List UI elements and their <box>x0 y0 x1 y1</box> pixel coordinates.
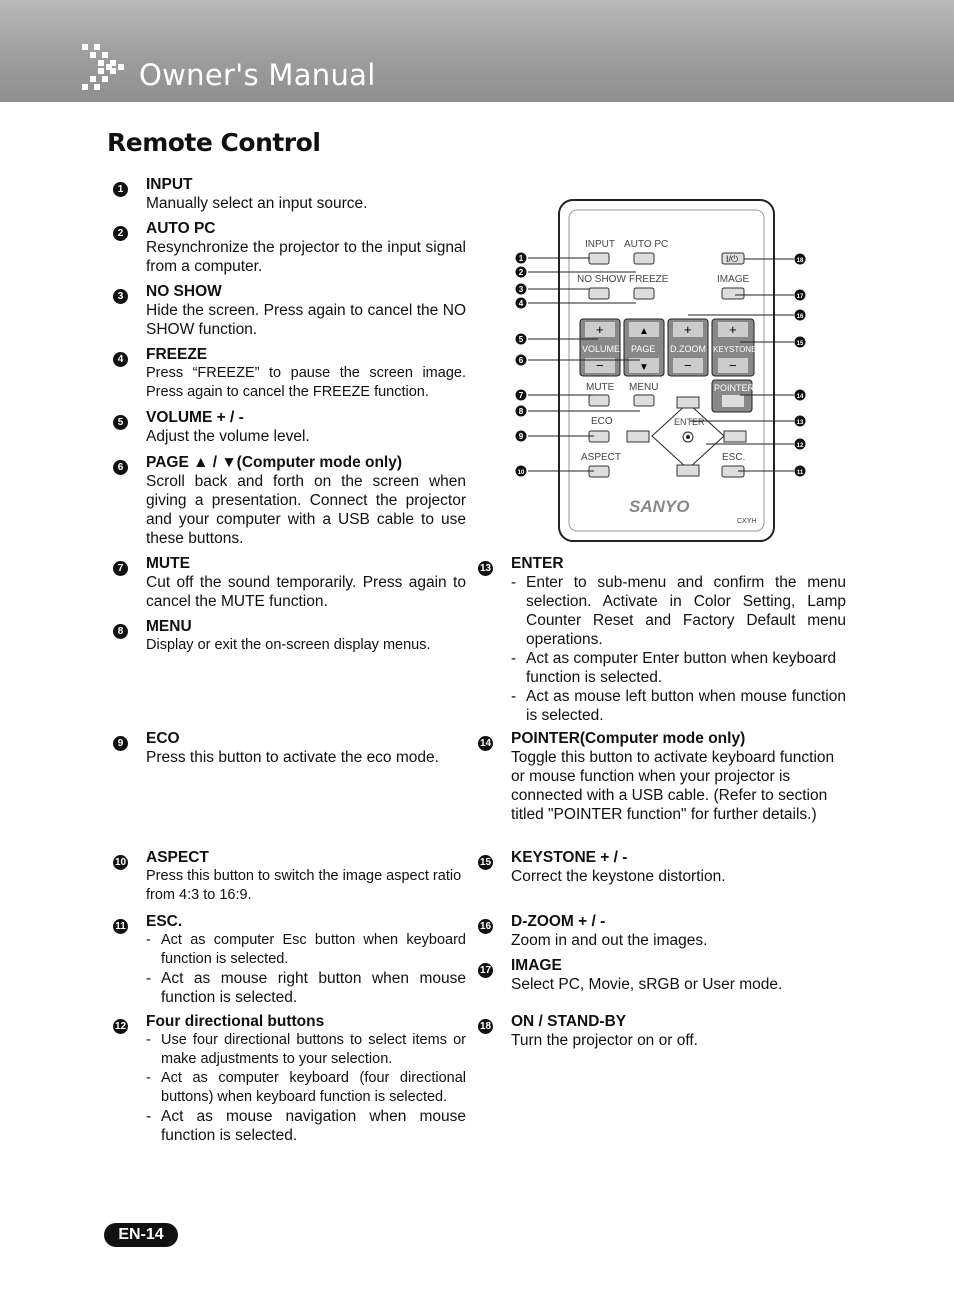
item-number-8: 8 <box>113 624 128 639</box>
item-number-3: 3 <box>113 289 128 304</box>
label-auto-pc: AUTO PC <box>624 239 669 250</box>
item-label: IMAGE <box>511 957 562 974</box>
svg-text:5: 5 <box>518 335 524 344</box>
button-mute <box>589 395 609 406</box>
svg-text:8: 8 <box>518 407 524 416</box>
bullet: - Act as mouse left button when mouse function is selected. <box>511 687 846 725</box>
item-number-9: 9 <box>113 736 128 751</box>
button-down <box>677 465 699 476</box>
item-desc: Press this button to activate the eco mode. <box>146 749 439 766</box>
item-number-7: 7 <box>113 561 128 576</box>
item-desc: Resynchronize the projector to the input signal from a computer. <box>146 239 466 275</box>
item-esc <box>146 912 466 1007</box>
svg-text:9: 9 <box>518 432 524 441</box>
rocker-volume <box>580 319 620 376</box>
button-right <box>724 431 746 442</box>
rocker-keystone <box>712 319 756 376</box>
label-pointer: POINTER <box>714 383 755 393</box>
button-no-show <box>589 288 609 299</box>
svg-text:+: + <box>684 322 692 337</box>
svg-text:12: 12 <box>796 443 804 449</box>
svg-text:17: 17 <box>796 294 804 300</box>
chevron-logo-icon <box>82 44 126 90</box>
item-aspect <box>146 848 466 905</box>
svg-text:VOLUME: VOLUME <box>582 344 621 354</box>
label-no-show: NO SHOW <box>577 274 626 285</box>
svg-text:1: 1 <box>518 254 524 263</box>
item-freeze <box>146 345 466 402</box>
page-number-badge: EN-14 <box>104 1223 178 1247</box>
item-label: KEYSTONE + / - <box>511 849 628 866</box>
item-number-6: 6 <box>113 460 128 475</box>
item-desc: Manually select an input source. <box>146 195 368 212</box>
label-esc: ESC. <box>722 452 746 463</box>
item-number-10: 10 <box>114 857 127 868</box>
bullet: - Act as mouse navigation when mouse function is selected. <box>146 1107 466 1145</box>
label-freeze: FREEZE <box>629 274 669 285</box>
label-power: I/⏻ <box>726 254 739 264</box>
item-number-11: 11 <box>113 919 128 934</box>
item-page <box>146 453 466 548</box>
arrow-down-icon: ▼ <box>639 362 649 373</box>
bullet: - Act as computer Enter button when keyboard function is selected. <box>511 649 846 687</box>
bullet: - Enter to sub-menu and confirm the menu selection. Activate in Color Setting, Lamp Counter Reset and Factory Default menu operations. <box>511 573 846 649</box>
item-label: POINTER(Computer mode only) <box>511 730 746 747</box>
rocker-page <box>624 319 664 376</box>
item-desc: Hide the screen. Press again to cancel the NO SHOW function. <box>146 302 466 338</box>
item-label: ON / STAND-BY <box>511 1013 627 1030</box>
item-number-1: 1 <box>113 182 128 197</box>
label-menu: MENU <box>629 382 659 393</box>
item-number-14: 14 <box>479 738 492 749</box>
svg-text:KEYSTONE: KEYSTONE <box>713 345 757 354</box>
svg-text:10: 10 <box>517 470 525 476</box>
item-number-2: 2 <box>113 226 128 241</box>
item-label: Four directional buttons <box>146 1013 325 1030</box>
remote-control-diagram <box>505 196 815 546</box>
item-number-17: 17 <box>479 965 492 976</box>
item-no-show <box>146 282 466 339</box>
svg-text:13: 13 <box>796 420 804 426</box>
svg-text:2: 2 <box>518 268 524 277</box>
bullet-list <box>146 931 466 1007</box>
item-number-5: 5 <box>113 415 128 430</box>
item-label: INPUT <box>146 176 193 193</box>
item-desc: Correct the keystone distortion. <box>511 868 726 885</box>
manual-title: Owner's Manual <box>139 58 376 92</box>
arrow-up-icon: ▲ <box>639 326 649 337</box>
button-freeze <box>634 288 654 299</box>
rocker-dzoom <box>668 319 708 376</box>
item-dzoom <box>511 912 846 950</box>
item-label: AUTO PC <box>146 220 216 237</box>
button-image <box>722 288 744 299</box>
button-auto-pc <box>634 253 654 264</box>
svg-text:7: 7 <box>518 391 524 400</box>
item-label: VOLUME + / - <box>146 409 244 426</box>
item-label: ENTER <box>511 555 564 572</box>
item-mute <box>146 554 466 611</box>
item-label: ECO <box>146 730 180 747</box>
bullet: - Act as computer Esc button when keyboard function is selected. <box>146 931 466 969</box>
bullet: - Act as mouse right button when mouse function is selected. <box>146 969 466 1007</box>
item-pointer <box>511 729 846 824</box>
item-eco <box>146 729 466 767</box>
bullet: - Act as computer keyboard (four directional buttons) when keyboard function is selected. <box>146 1069 466 1107</box>
item-label: MENU <box>146 618 192 635</box>
svg-text:D.ZOOM: D.ZOOM <box>670 344 706 354</box>
item-enter <box>511 554 846 725</box>
svg-text:6: 6 <box>518 356 524 365</box>
item-desc: Select PC, Movie, sRGB or User mode. <box>511 976 783 993</box>
label-image: IMAGE <box>717 274 750 285</box>
item-keystone <box>511 848 846 886</box>
label-eco: ECO <box>591 416 613 427</box>
svg-text:−: − <box>729 358 737 373</box>
button-left <box>627 431 649 442</box>
label-aspect: ASPECT <box>581 452 622 463</box>
svg-text:−: − <box>596 358 604 373</box>
item-desc: Turn the projector on or off. <box>511 1032 698 1049</box>
item-label: PAGE ▲ / ▼(Computer mode only) <box>146 454 403 471</box>
item-desc: Press “FREEZE” to pause the screen image. Press again to cancel the FREEZE function. <box>146 365 466 400</box>
svg-text:11: 11 <box>796 470 804 476</box>
brand-logo: SANYO <box>629 497 690 516</box>
item-label: NO SHOW <box>146 283 222 300</box>
item-desc: Press this button to switch the image aspect ratio from 4:3 to 16:9. <box>146 868 462 903</box>
svg-text:+: + <box>596 322 604 337</box>
model-label: CXYH <box>737 518 757 525</box>
svg-text:3: 3 <box>518 285 524 294</box>
item-desc: Toggle this button to activate keyboard function or mouse function when your projector is connected with a USB cable. (Refer to section titled "POINTER function" for further details.) <box>511 749 835 823</box>
item-label: ASPECT <box>146 849 209 866</box>
bullet-list <box>511 573 846 725</box>
item-label: D-ZOOM + / - <box>511 913 606 930</box>
item-volume <box>146 408 466 446</box>
item-desc: Adjust the volume level. <box>146 428 310 445</box>
label-input: INPUT <box>585 239 615 250</box>
svg-text:14: 14 <box>796 394 804 400</box>
item-label: ESC. <box>146 913 183 930</box>
item-label: MUTE <box>146 555 190 572</box>
item-power <box>511 1012 846 1050</box>
svg-text:15: 15 <box>796 341 804 347</box>
svg-text:4: 4 <box>518 299 524 308</box>
label-mute: MUTE <box>586 382 615 393</box>
button-menu <box>634 395 654 406</box>
item-auto-pc <box>146 219 466 276</box>
section-title: Remote Control <box>107 128 321 157</box>
item-desc: Scroll back and forth on the screen when giving a presentation. Connect the projector and your computer with a USB cable to use these buttons. <box>146 473 466 547</box>
item-menu <box>146 617 466 655</box>
item-desc: Zoom in and out the images. <box>511 932 708 949</box>
item-image <box>511 956 846 994</box>
svg-text:PAGE: PAGE <box>631 344 656 354</box>
svg-text:18: 18 <box>796 258 804 264</box>
item-number-16: 16 <box>479 921 492 932</box>
header-bar <box>0 0 954 102</box>
item-desc: Cut off the sound temporarily. Press again to cancel the MUTE function. <box>146 574 466 610</box>
item-number-12: 12 <box>114 1021 127 1032</box>
item-number-15: 15 <box>479 857 492 868</box>
svg-text:16: 16 <box>796 314 804 320</box>
item-number-4: 4 <box>113 352 128 367</box>
bullet-list <box>146 1031 466 1145</box>
svg-text:+: + <box>729 322 737 337</box>
item-number-18: 18 <box>479 1021 492 1032</box>
svg-text:−: − <box>684 358 692 373</box>
label-enter: ENTER <box>674 417 705 427</box>
item-input <box>146 175 466 213</box>
item-label: FREEZE <box>146 346 208 363</box>
item-number-13: 13 <box>479 563 492 574</box>
item-desc: Display or exit the on-screen display menus. <box>146 637 431 653</box>
button-input <box>589 253 609 264</box>
bullet: - Use four directional buttons to select items or make adjustments to your selection. <box>146 1031 466 1069</box>
item-directional <box>146 1012 466 1145</box>
button-up <box>677 397 699 408</box>
